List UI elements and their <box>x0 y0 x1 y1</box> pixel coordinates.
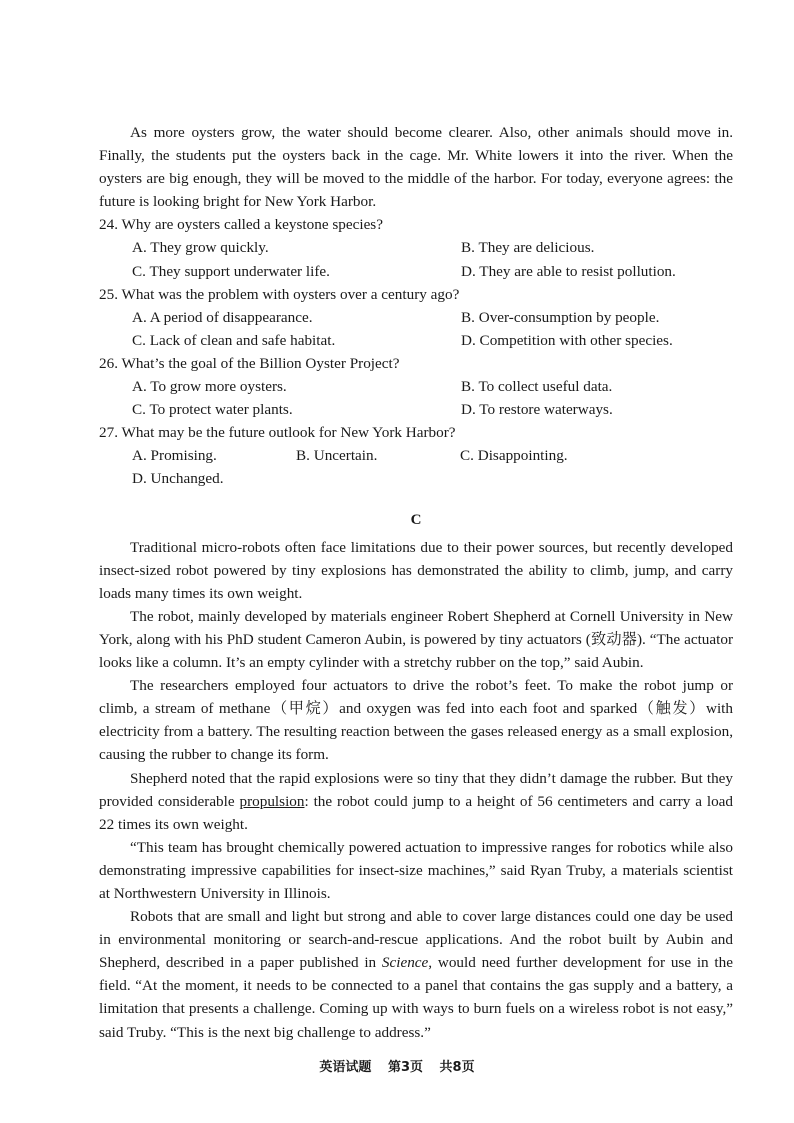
option-b: B. Over-consumption by people. <box>461 308 660 326</box>
question-27 <box>99 421 733 490</box>
section-heading: C <box>410 511 422 528</box>
passage-c-paragraph-1: Traditional micro-robots often face limitations due to their power sources, but recently developed insect-sized robot powered by tiny explosions has demonstrated the ability to climb, jump, and carry loads many times its own weight. <box>99 538 733 602</box>
option-d: D. To restore waterways. <box>461 401 613 419</box>
question-stem: 26. What’s the goal of the Billion Oyster Project? <box>99 354 400 372</box>
answer-options <box>99 236 733 282</box>
question-stem: 27. What may be the future outlook for New York Harbor? <box>99 424 456 442</box>
answer-options <box>99 375 733 421</box>
option-b: B. To collect useful data. <box>461 378 613 396</box>
option-c: C. They support underwater life. <box>132 262 330 280</box>
option-a: A. Promising. <box>132 447 217 465</box>
passage-c-paragraph-5: “This team has brought chemically powered actuation to impressive ranges for robotics while also demonstrating impressive capabilities for insect-size machines,” said Ryan Truby, a materials scientist at Northwestern University in Illinois. <box>99 838 733 902</box>
option-d: D. They are able to resist pollution. <box>461 262 676 280</box>
answer-options <box>99 306 733 352</box>
question-stem: 24. Why are oysters called a keystone species? <box>99 216 383 234</box>
option-a: A. They grow quickly. <box>132 239 269 257</box>
option-c: C. Lack of clean and safe habitat. <box>132 331 336 349</box>
option-a: A. A period of disappearance. <box>132 308 313 326</box>
footer-total-pages: 共8页 <box>439 1060 475 1075</box>
option-c: C. To protect water plants. <box>132 401 293 419</box>
footer-page-number: 第3页 <box>387 1060 423 1075</box>
page-footer <box>0 1056 794 1079</box>
option-b: B. They are delicious. <box>461 239 595 257</box>
footer-subject: 英语试题 <box>319 1060 372 1075</box>
passage-c-paragraph-2: The robot, mainly developed by materials engineer Robert Shepherd at Cornell University in New York, along with his PhD student Cameron Aubin, is powered by tiny actuators (致动器). “The actuator looks like a column. It’s an empty cylinder with a stretchy rubber on the top,” said Aubin. <box>99 607 733 672</box>
passage-b-ending: As more oysters grow, the water should become clearer. Also, other animals should move in. Finally, the students put the oysters back in the cage. Mr. White lowers it into the river. When the oysters are big enough, they will be moved to the middle of the harbor. For today, everyone agrees: the future is looking bright for New York Harbor. <box>99 124 733 211</box>
question-stem: 25. What was the problem with oysters over a century ago? <box>99 285 460 303</box>
paragraph-text: Shepherd noted that the rapid explosions were so tiny that they didn’t damage the rubber. But they provided considerable <box>99 769 733 810</box>
journal-name: Science <box>381 954 429 972</box>
answer-options <box>99 444 733 490</box>
question-26 <box>99 352 733 421</box>
option-d: D. Unchanged. <box>132 470 224 488</box>
underlined-word: propulsion <box>239 792 305 810</box>
option-b: B. Uncertain. <box>296 447 378 465</box>
paragraph-text: , would need further development for use in the field. “At the moment, it needs to be connected to a panel that contains the gas supply and a battery, a limitation that presents a challenge. Coming up with ways to burn fuels on a wireless robot is not easy,” said Truby. “This is the next big challenge to address.” <box>99 954 733 1041</box>
passage-c-paragraph-4 <box>99 767 733 836</box>
page-content <box>99 121 733 1044</box>
option-d: D. Competition with other species. <box>461 331 673 349</box>
option-a: A. To grow more oysters. <box>132 378 287 396</box>
paragraph-text: : the robot could jump to a height of 56 centimeters and carry a load 22 times its own weight. <box>99 792 733 833</box>
question-25 <box>99 283 733 352</box>
passage-c-paragraph-6 <box>99 905 733 1044</box>
paragraph-text: Robots that are small and light but strong and able to cover large distances could one day be used in environmental monitoring or search-and-rescue applications. And the robot built by Aubin and Shepherd, described in a paper published in <box>99 908 733 972</box>
question-24 <box>99 213 733 282</box>
option-c: C. Disappointing. <box>460 447 568 465</box>
passage-c-paragraph-3: The researchers employed four actuators to drive the robot’s feet. To make the robot jump or climb, a stream of methane（甲烷）and oxygen was fed into each foot and sparked（触发）with electricity from a battery. The resulting reaction between the gases released energy as a small explosion, causing the rubber to change its form. <box>99 677 733 764</box>
